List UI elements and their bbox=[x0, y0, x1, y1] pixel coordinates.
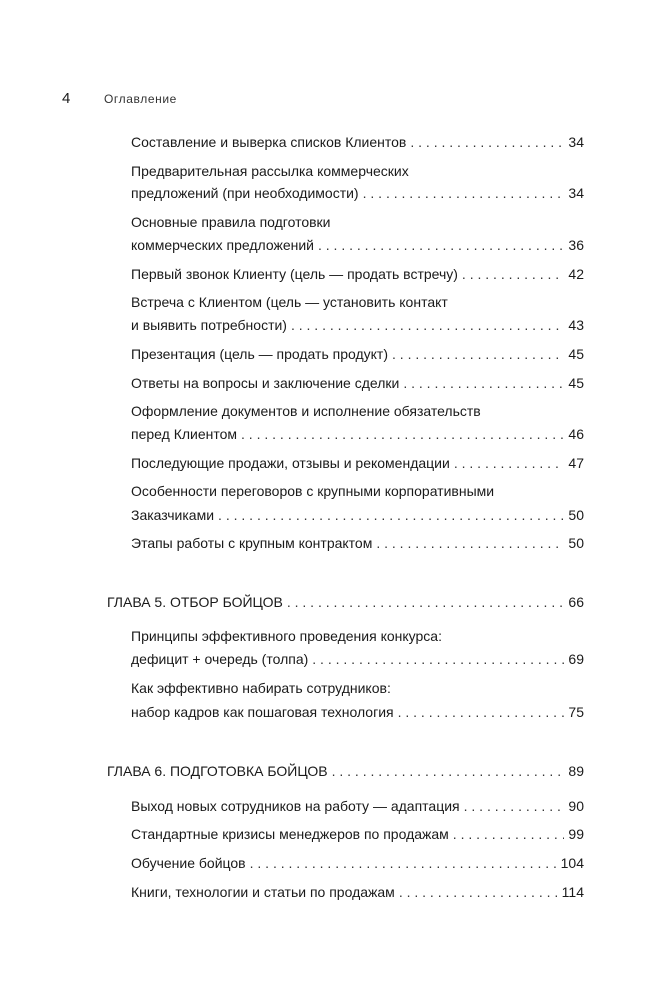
toc-entry-title: Оформление документов и исполнение обязательств bbox=[131, 403, 481, 419]
toc-entry-title: Составление и выверка списков Клиентов bbox=[131, 134, 407, 150]
toc-entry-title: Ответы на вопросы и заключение сделки bbox=[131, 375, 400, 391]
toc-chapter-title: ГЛАВА 5. ОТБОР БОЙЦОВ bbox=[107, 594, 283, 610]
toc-chapter-title: ГЛАВА 6. ПОДГОТОВКА БОЙЦОВ bbox=[107, 763, 328, 779]
toc-entry-page: 69 bbox=[568, 651, 584, 667]
leader-dots bbox=[287, 593, 565, 611]
toc-entry-title: Книги, технологии и статьи по продажам bbox=[131, 884, 395, 900]
toc-entry bbox=[131, 679, 584, 697]
leader-dots bbox=[241, 425, 564, 443]
toc-entry bbox=[131, 797, 584, 815]
toc-entry bbox=[131, 425, 584, 443]
toc-entry-title: Как эффективно набирать сотрудников: bbox=[131, 680, 391, 696]
leader-dots bbox=[332, 762, 565, 780]
toc-entry bbox=[131, 482, 584, 500]
toc-entry-title: Заказчиками bbox=[131, 507, 215, 523]
leader-dots bbox=[392, 345, 564, 363]
toc-entry-page: 75 bbox=[568, 704, 584, 720]
toc-entry bbox=[131, 162, 584, 180]
toc-entry-page: 45 bbox=[568, 375, 584, 391]
toc-entry-title: Этапы работы с крупным контрактом bbox=[131, 535, 373, 551]
toc-entry-title: перед Клиентом bbox=[131, 426, 238, 442]
toc-entry-page: 36 bbox=[568, 237, 584, 253]
running-head: Оглавление bbox=[104, 92, 177, 106]
leader-dots bbox=[399, 883, 558, 901]
toc-entry bbox=[131, 236, 584, 254]
toc-entry-page: 114 bbox=[561, 884, 584, 900]
leader-dots bbox=[462, 265, 565, 283]
toc-entry-page: 90 bbox=[568, 798, 584, 814]
leader-dots bbox=[453, 825, 565, 843]
toc-entry bbox=[131, 825, 584, 843]
toc-chapter bbox=[107, 593, 584, 611]
toc-entry-title: Стандартные кризисы менеджеров по продажам bbox=[131, 826, 449, 842]
toc-entry-page: 45 bbox=[568, 346, 584, 362]
toc-entry bbox=[131, 506, 584, 524]
toc-entry-page: 104 bbox=[560, 855, 584, 871]
toc-entry-page: 46 bbox=[568, 426, 584, 442]
toc-entry-page: 47 bbox=[568, 455, 584, 471]
toc-entry bbox=[131, 133, 584, 151]
toc-entry-title: набор кадров как пошаговая технология bbox=[131, 704, 394, 720]
toc-entry bbox=[131, 883, 584, 901]
toc-entry-page: 50 bbox=[568, 535, 584, 551]
toc-entry-page: 34 bbox=[568, 134, 584, 150]
toc-entry-title: Встреча с Клиентом (цель — установить контакт bbox=[131, 294, 448, 310]
toc-chapter-page: 89 bbox=[568, 763, 584, 779]
leader-dots bbox=[410, 133, 564, 151]
leader-dots bbox=[398, 703, 565, 721]
toc-entry-title: дефицит + очередь (толпа) bbox=[131, 651, 309, 667]
toc-entry-title: предложений (при необходимости) bbox=[131, 185, 359, 201]
toc-entry bbox=[131, 534, 584, 552]
toc-chapter bbox=[107, 762, 584, 780]
toc-entry-title: Первый звонок Клиенту (цель — продать встречу) bbox=[131, 266, 458, 282]
toc-entry-page: 50 bbox=[568, 507, 584, 523]
toc-entry bbox=[131, 454, 584, 472]
toc-entry-title: Основные правила подготовки bbox=[131, 214, 331, 230]
toc-entry bbox=[131, 265, 584, 283]
toc-entry-title: Принципы эффективного проведения конкурса: bbox=[131, 628, 442, 644]
leader-dots bbox=[250, 854, 557, 872]
toc-entry bbox=[131, 854, 584, 872]
toc-entry-title: Обучение бойцов bbox=[131, 855, 246, 871]
toc-entry-page: 99 bbox=[568, 826, 584, 842]
toc-entry-title: Презентация (цель — продать продукт) bbox=[131, 346, 389, 362]
toc-entry bbox=[131, 184, 584, 202]
leader-dots bbox=[363, 184, 565, 202]
toc-entry-title: Последующие продажи, отзывы и рекомендации bbox=[131, 455, 450, 471]
toc-entry bbox=[131, 213, 584, 231]
leader-dots bbox=[464, 797, 565, 815]
toc-entry bbox=[131, 703, 584, 721]
leader-dots bbox=[218, 506, 564, 524]
toc-chapter-page: 66 bbox=[568, 594, 584, 610]
page-number: 4 bbox=[62, 90, 71, 107]
leader-dots bbox=[403, 374, 564, 392]
leader-dots bbox=[454, 454, 565, 472]
toc-entry bbox=[131, 293, 584, 311]
toc-entry bbox=[131, 650, 584, 668]
toc-entry bbox=[131, 374, 584, 392]
leader-dots bbox=[318, 236, 564, 254]
toc-entry-title: Выход новых сотрудников на работу — адаптация bbox=[131, 798, 460, 814]
toc-entry-title: коммерческих предложений bbox=[131, 237, 314, 253]
toc-entry-page: 43 bbox=[568, 317, 584, 333]
toc-entry bbox=[131, 345, 584, 363]
leader-dots bbox=[376, 534, 564, 552]
leader-dots bbox=[291, 316, 564, 334]
toc-entry bbox=[131, 402, 584, 420]
toc-entry bbox=[131, 627, 584, 645]
toc-entry-page: 42 bbox=[568, 266, 584, 282]
toc-entry-title: Предварительная рассылка коммерческих bbox=[131, 163, 409, 179]
leader-dots bbox=[312, 650, 564, 668]
toc-entry-title: и выявить потребности) bbox=[131, 317, 287, 333]
toc-entry-title: Особенности переговоров с крупными корпоративными bbox=[131, 483, 495, 499]
toc-entry-page: 34 bbox=[568, 185, 584, 201]
toc-entry bbox=[131, 316, 584, 334]
